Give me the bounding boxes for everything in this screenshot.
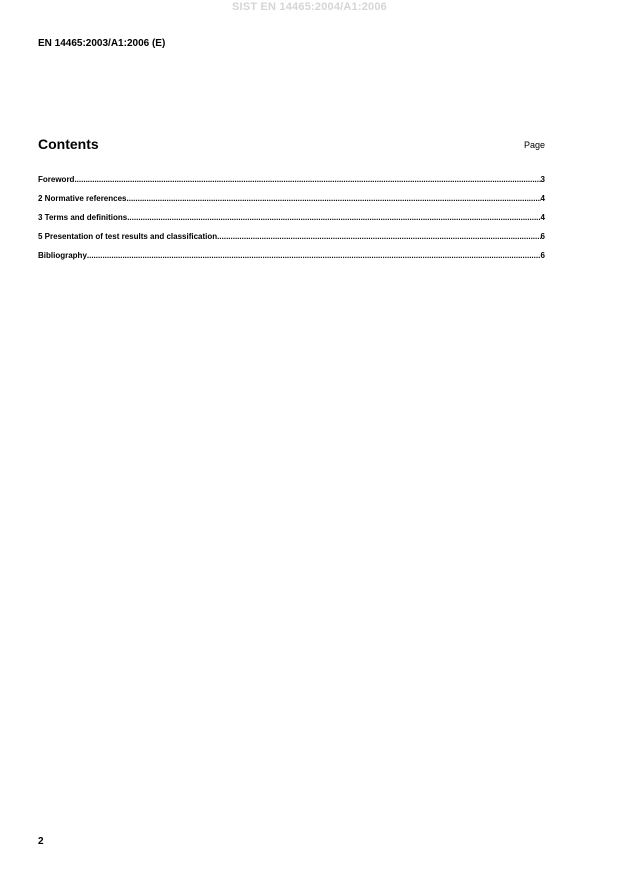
contents-heading: Contents [38,136,99,152]
page-number: 2 [38,836,44,847]
document-identifier: EN 14465:2003/A1:2006 (E) [38,38,166,49]
toc-entry-terms-and-definitions[interactable] [38,213,545,232]
toc-entry-title: Foreword [38,175,75,184]
dot-leader [127,194,541,203]
dot-leader [74,175,540,184]
toc-entry-page: 3 [540,175,545,184]
dot-leader [217,232,540,241]
toc-entry-bibliography[interactable] [38,251,545,270]
toc-entry-presentation-of-test-results[interactable] [38,232,545,251]
table-of-contents [38,175,545,270]
toc-entry-title: 5 Presentation of test results and classification [38,232,218,241]
toc-entry-page: 4 [540,194,545,203]
page-column-label: Page [523,140,545,150]
toc-entry-title: Bibliography [38,251,87,260]
dot-leader [87,251,541,260]
toc-entry-normative-references[interactable] [38,194,545,213]
toc-entry-page: 6 [540,251,545,260]
toc-entry-title: 2 Normative references [38,194,127,203]
dot-leader [127,213,540,222]
toc-entry-page: 4 [540,213,545,222]
toc-entry-page: 6 [540,232,545,241]
watermark: SIST EN 14465:2004/A1:2006 [231,1,388,13]
toc-entry-foreword[interactable] [38,175,545,194]
toc-entry-title: 3 Terms and definitions [38,213,128,222]
